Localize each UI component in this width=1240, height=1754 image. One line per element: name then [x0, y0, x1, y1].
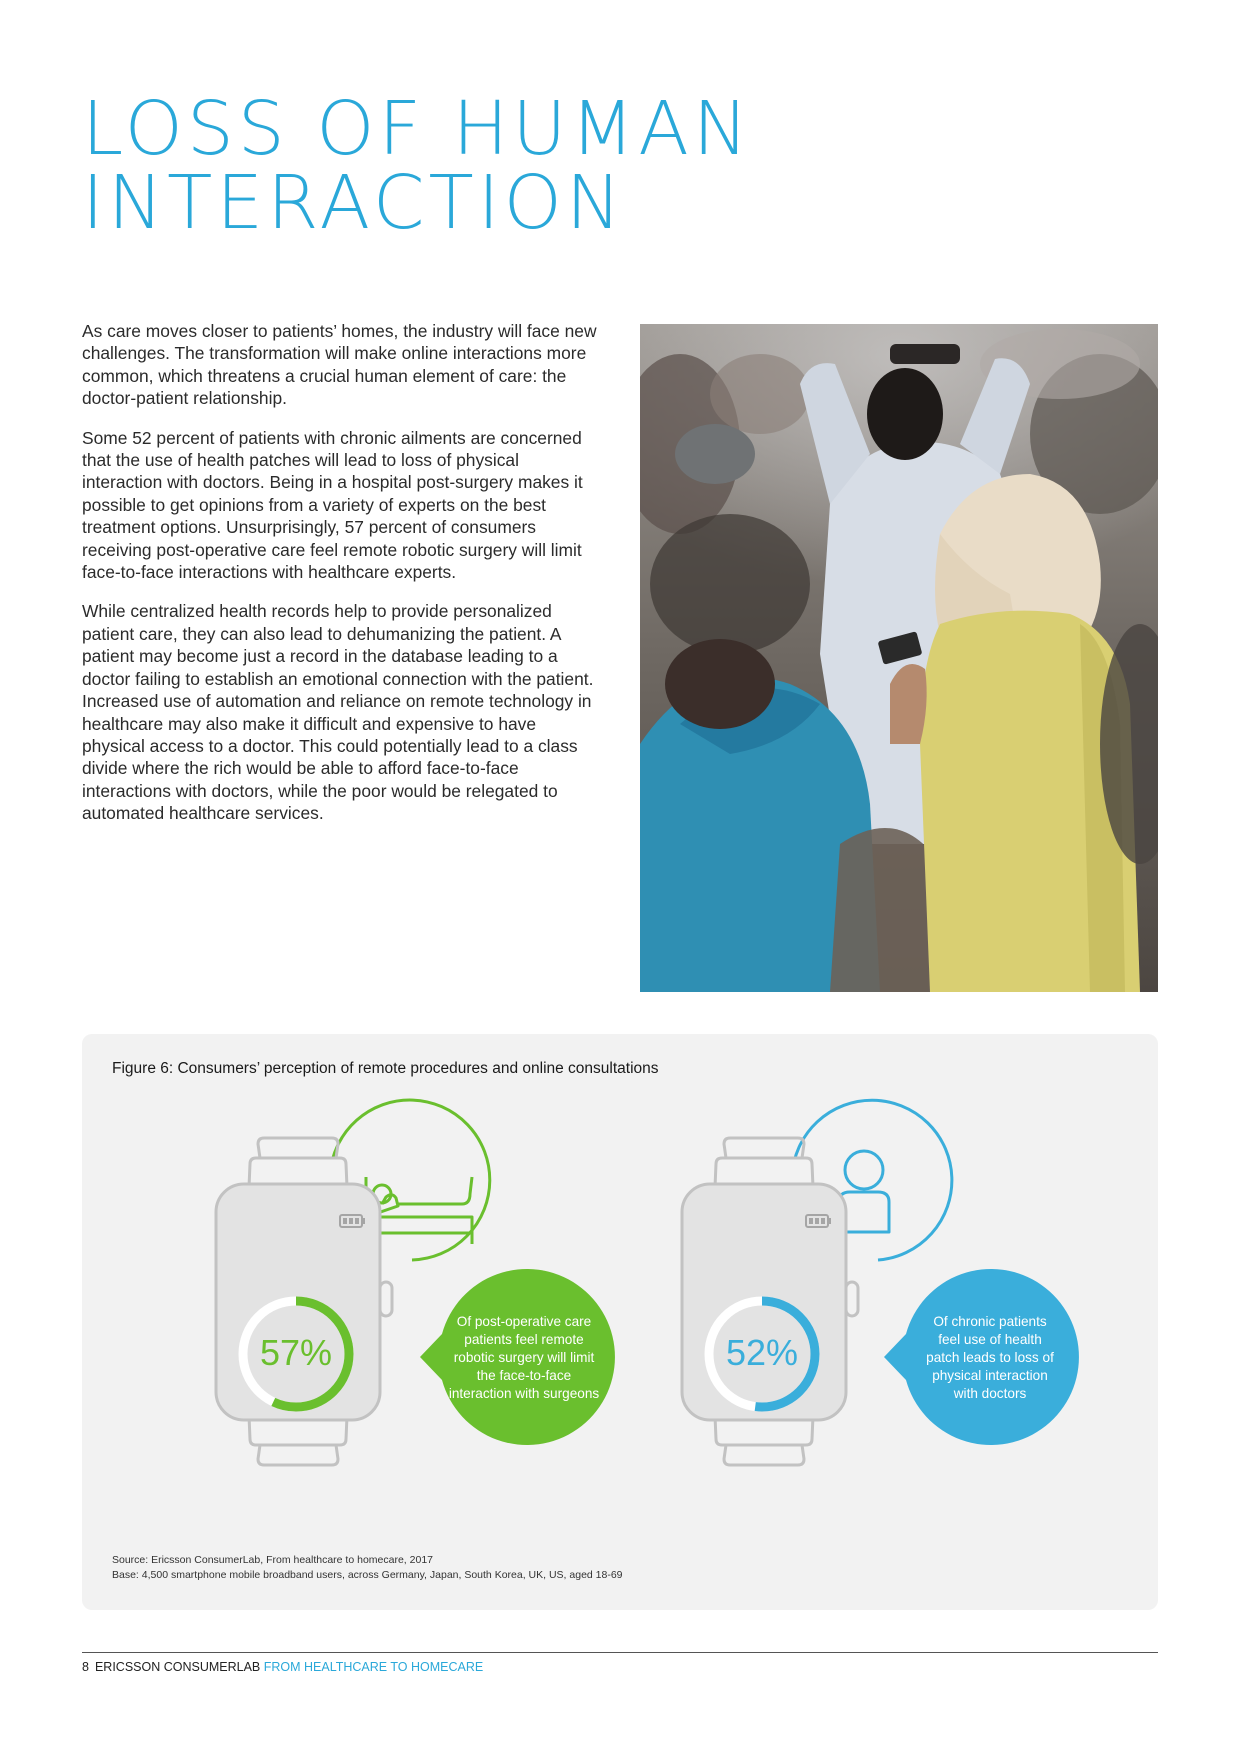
page-number: 8: [82, 1660, 89, 1674]
body-paragraph-2: Some 52 percent of patients with chronic ailments are concerned that the use of health patches will lead to loss of physical interaction with doctors. Being in a hospital post-surgery makes it possible to get opinions from a variety of experts on the best treatment options. Unsurprisingly, 57 percent of consumers receiving post-operative care feel remote robotic surgery will limit face-to-face interactions with healthcare experts.: [82, 427, 583, 583]
crowd-photo: [640, 324, 1158, 992]
crowd-photo-illustration: [640, 324, 1158, 992]
bed-icon: [366, 1177, 472, 1244]
surgery-bubble-text: Of post-operative care patients feel remote robotic surgery will limit the face-to-face interaction with surgeons: [448, 1314, 600, 1401]
stat-group-chronic: [682, 1100, 1079, 1465]
base-line: Base: 4,500 smartphone mobile broadband users, across Germany, Japan, South Korea, UK, US, aged 18-69: [112, 1569, 623, 1581]
chronic-bubble-text: Of chronic patients feel use of health patch leads to loss of physical interaction with doctors: [926, 1314, 1054, 1401]
figure-panel: [82, 1034, 1158, 1610]
source-line: Source: Ericsson ConsumerLab, From healthcare to homecare, 2017: [112, 1554, 433, 1566]
article-body: [82, 320, 602, 842]
page-title-line-2: INTERACTION: [82, 160, 626, 246]
footer-report-title: FROM HEALTHCARE TO HOMECARE: [263, 1660, 484, 1674]
page-title-line-1: LOSS OF HUMAN: [82, 86, 753, 172]
body-paragraph-3: While centralized health records help to provide personalized patient care, they can also lead to dehumanizing the patient. A patient may become just a record in the database leading to a doctor failing to establish an emotional connection with the patient. Increased use of automation and reliance on remote technology in healthcare may also make it difficult and expensive to have physical access to a doctor. This could potentially lead to a class divide where the rich would be able to afford face-to-face interactions with doctors, while the poor would be relegated to automated healthcare services.: [82, 601, 594, 824]
page-footer: [82, 1660, 483, 1674]
footer-brand: ERICSSON CONSUMERLAB: [94, 1660, 261, 1674]
surgery-percentage: 57%: [259, 1332, 333, 1373]
body-paragraph-1: As care moves closer to patients’ homes, the industry will face new challenges. The transformation will make online interactions more common, which threatens a crucial human element of care: the doctor-patient relationship.: [82, 321, 597, 409]
footer-rule: [82, 1652, 1158, 1653]
stat-group-surgery: [216, 1100, 615, 1465]
chronic-percentage: 52%: [725, 1332, 799, 1373]
figure-source-note: [112, 1553, 623, 1583]
figure-caption: Figure 6: Consumers’ perception of remote procedures and online consultations: [112, 1060, 659, 1077]
page-title: [82, 86, 753, 246]
